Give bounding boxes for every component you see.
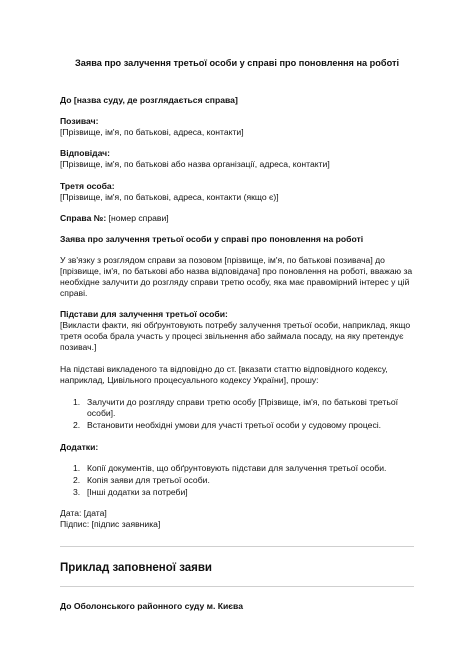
grounds-line: [Викласти факти, які обґрунтовують потребу залучення третьої особи, наприклад, якщо — [60, 320, 411, 330]
third-party-label: Третя особа: — [60, 181, 115, 191]
intro-line: справі. — [60, 288, 88, 298]
case-number-label: Справа №: — [60, 213, 107, 223]
date-line: Дата: [дата] — [60, 508, 107, 518]
request-line: Залучити до розгляду справи третю особу [Прізвище, ім'я, по батькові третьої — [87, 397, 399, 407]
case-number-value: [номер справи] — [106, 213, 169, 223]
example-heading: Приклад заповненої заяви — [60, 562, 213, 574]
request-number: 1. — [73, 397, 81, 407]
grounds-line: третя особа брала участь у процесі звільнення або займала посаду, на яку претендує — [60, 331, 404, 341]
grounds-line: позивач.] — [60, 342, 97, 352]
attachments-label: Додатки: — [60, 442, 99, 452]
request-number: 2. — [73, 420, 81, 430]
attachment-item: [Інші додатки за потреби] — [87, 487, 188, 497]
attachment-number: 3. — [73, 487, 81, 497]
defendant-value: [Прізвище, ім'я, по батькові або назва організації, адреса, контакти] — [60, 159, 330, 169]
intro-line: У зв'язку з розглядом справи за позовом [прізвище, ім'я, по батькові позивача] до — [60, 255, 385, 265]
signature-line: Підпис: [підпис заявника] — [60, 519, 161, 529]
statement-subtitle: Заява про залучення третьої особи у справі про поновлення на роботі — [60, 234, 364, 244]
intro-line: [прізвище, ім'я, по батькові або назва відповідача] про поновлення на роботі, вважаю за — [60, 266, 413, 276]
request-line: Встановити необхідні умови для участі третьої особи у судовому процесі. — [87, 420, 382, 430]
defendant-label: Відповідач: — [60, 148, 111, 158]
request-line: особи]. — [87, 408, 116, 418]
case-number — [60, 213, 169, 224]
intro-line: необхідне залучити до розгляду справи третю особу, яка має правомірний інтерес у цій — [60, 277, 410, 287]
example-court-addressee: До Оболонського районного суду м. Києва — [60, 601, 244, 611]
attachment-item: Копії документів, що обґрунтовують підстави для залучення третьої особи. — [87, 463, 387, 473]
divider — [60, 546, 414, 547]
basis-line: На підставі викладеного та відповідно до ст. [вказати статтю відповідного кодексу, — [60, 364, 388, 374]
attachment-item: Копія заяви для третьої особи. — [87, 475, 210, 485]
third-party-value: [Прізвище, ім'я, по батькові, адреса, контакти (якщо є)] — [60, 192, 279, 202]
plaintiff-value: [Прізвище, ім'я, по батькові, адреса, контакти] — [60, 127, 244, 137]
attachment-number: 1. — [73, 463, 81, 473]
court-addressee: До [назва суду, де розглядається справа] — [60, 95, 238, 105]
plaintiff-label: Позивач: — [60, 116, 99, 126]
document-title: Заява про залучення третьої особи у справі про поновлення на роботі — [74, 58, 399, 68]
attachment-number: 2. — [73, 475, 81, 485]
grounds-label: Підстави для залучення третьої особи: — [60, 309, 228, 319]
basis-line: наприклад, Цивільного процесуального кодексу України], прошу: — [60, 375, 319, 385]
divider — [60, 586, 414, 587]
